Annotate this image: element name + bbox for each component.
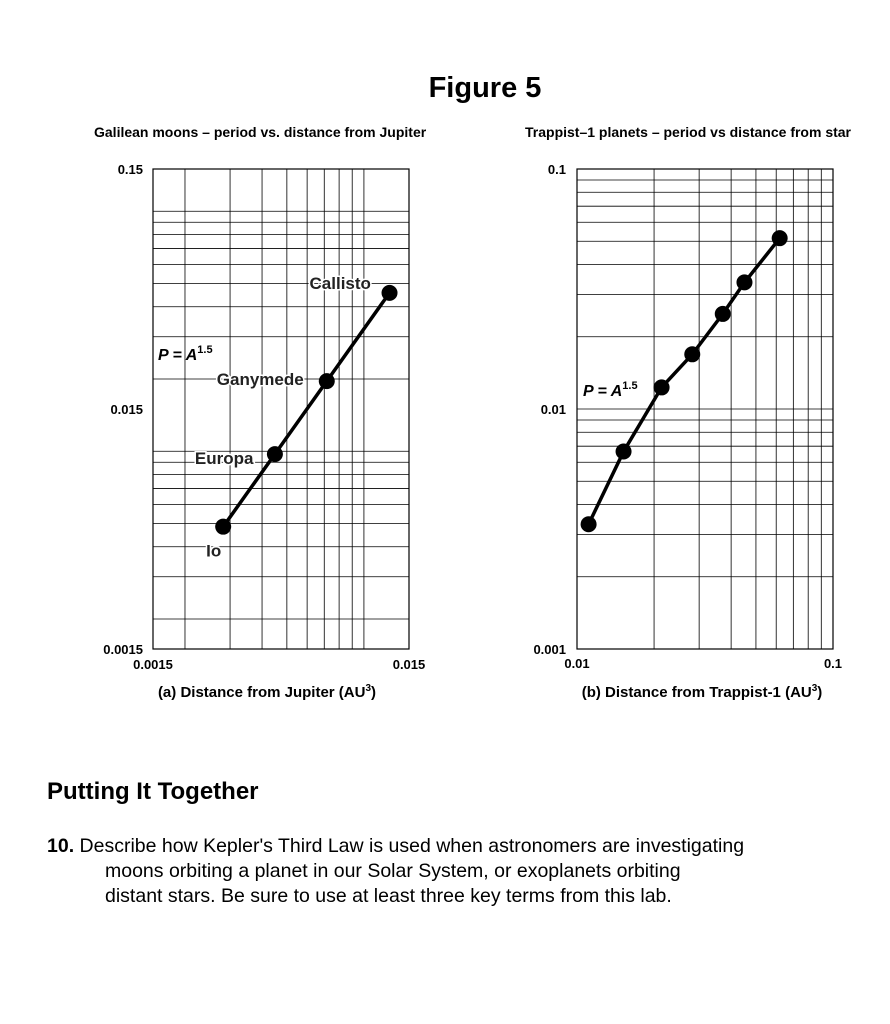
- chart-b-data-point: [654, 379, 670, 395]
- chart-b-y-tick-label: 0.1: [547, 162, 566, 177]
- chart-a-x-tick-label: 0.015: [392, 657, 426, 672]
- question-line-2: moons orbiting a planet in our Solar System, or exoplanets orbiting: [105, 860, 681, 882]
- question-number: 10.: [47, 835, 75, 857]
- chart-a-point-label: Ganymede: [216, 370, 304, 390]
- chart-b-x-tick-label: 0.1: [823, 656, 843, 671]
- chart-b-data-point: [616, 444, 632, 460]
- chart-b-title: Trappist–1 planets – period vs distance from star: [525, 124, 851, 140]
- chart-a-x-tick-label: 0.0015: [133, 657, 173, 672]
- chart-a-y-tick-label: 0.015: [110, 402, 143, 417]
- figure-title: Figure 5: [428, 72, 542, 104]
- chart-b-y-tick-label: 0.001: [533, 642, 566, 657]
- chart-b-x-tick-label: 0.01: [564, 656, 590, 671]
- chart-b-data-point: [581, 516, 597, 532]
- question-line-3: distant stars. Be sure to use at least three key terms from this lab.: [105, 885, 672, 907]
- chart-b-y-tick-label: 0.01: [540, 402, 566, 417]
- chart-a-data-point: [319, 373, 335, 389]
- chart-a-data-point: [382, 285, 398, 301]
- chart-a-series-line: [223, 293, 389, 527]
- chart-a-point-label: Europa: [194, 449, 254, 469]
- chart-b-equation: $P = A^{1.5}$: [583, 380, 638, 400]
- chart-a-data-point: [267, 446, 283, 462]
- chart-a-title: Galilean moons – period vs. distance from Jupiter: [94, 124, 427, 140]
- question-10: [47, 834, 837, 909]
- chart-b-data-point: [715, 306, 731, 322]
- chart-a-y-tick-label: 0.0015: [103, 642, 143, 657]
- chart-b-data-point: [684, 346, 700, 362]
- chart-a-point-label: Callisto: [309, 273, 371, 293]
- question-line-1: Describe how Kepler's Third Law is used when astronomers are investigating: [79, 835, 745, 857]
- chart-a-x-axis-label: (a) Distance from Jupiter $(AU^3)$: [157, 683, 377, 701]
- chart-a-equation: $P = A^{1.5}$: [158, 344, 213, 364]
- chart-b-x-axis-label: (b) Distance from Trappist-1 $(AU^3)$: [581, 683, 823, 701]
- chart-a-data-point: [215, 519, 231, 535]
- chart-a-y-tick-label: 0.15: [117, 162, 143, 177]
- section-title: Putting It Together: [47, 778, 259, 805]
- chart-b-data-point: [772, 230, 788, 246]
- chart-a-point-label: Io: [206, 541, 222, 561]
- chart-b-data-point: [736, 274, 752, 290]
